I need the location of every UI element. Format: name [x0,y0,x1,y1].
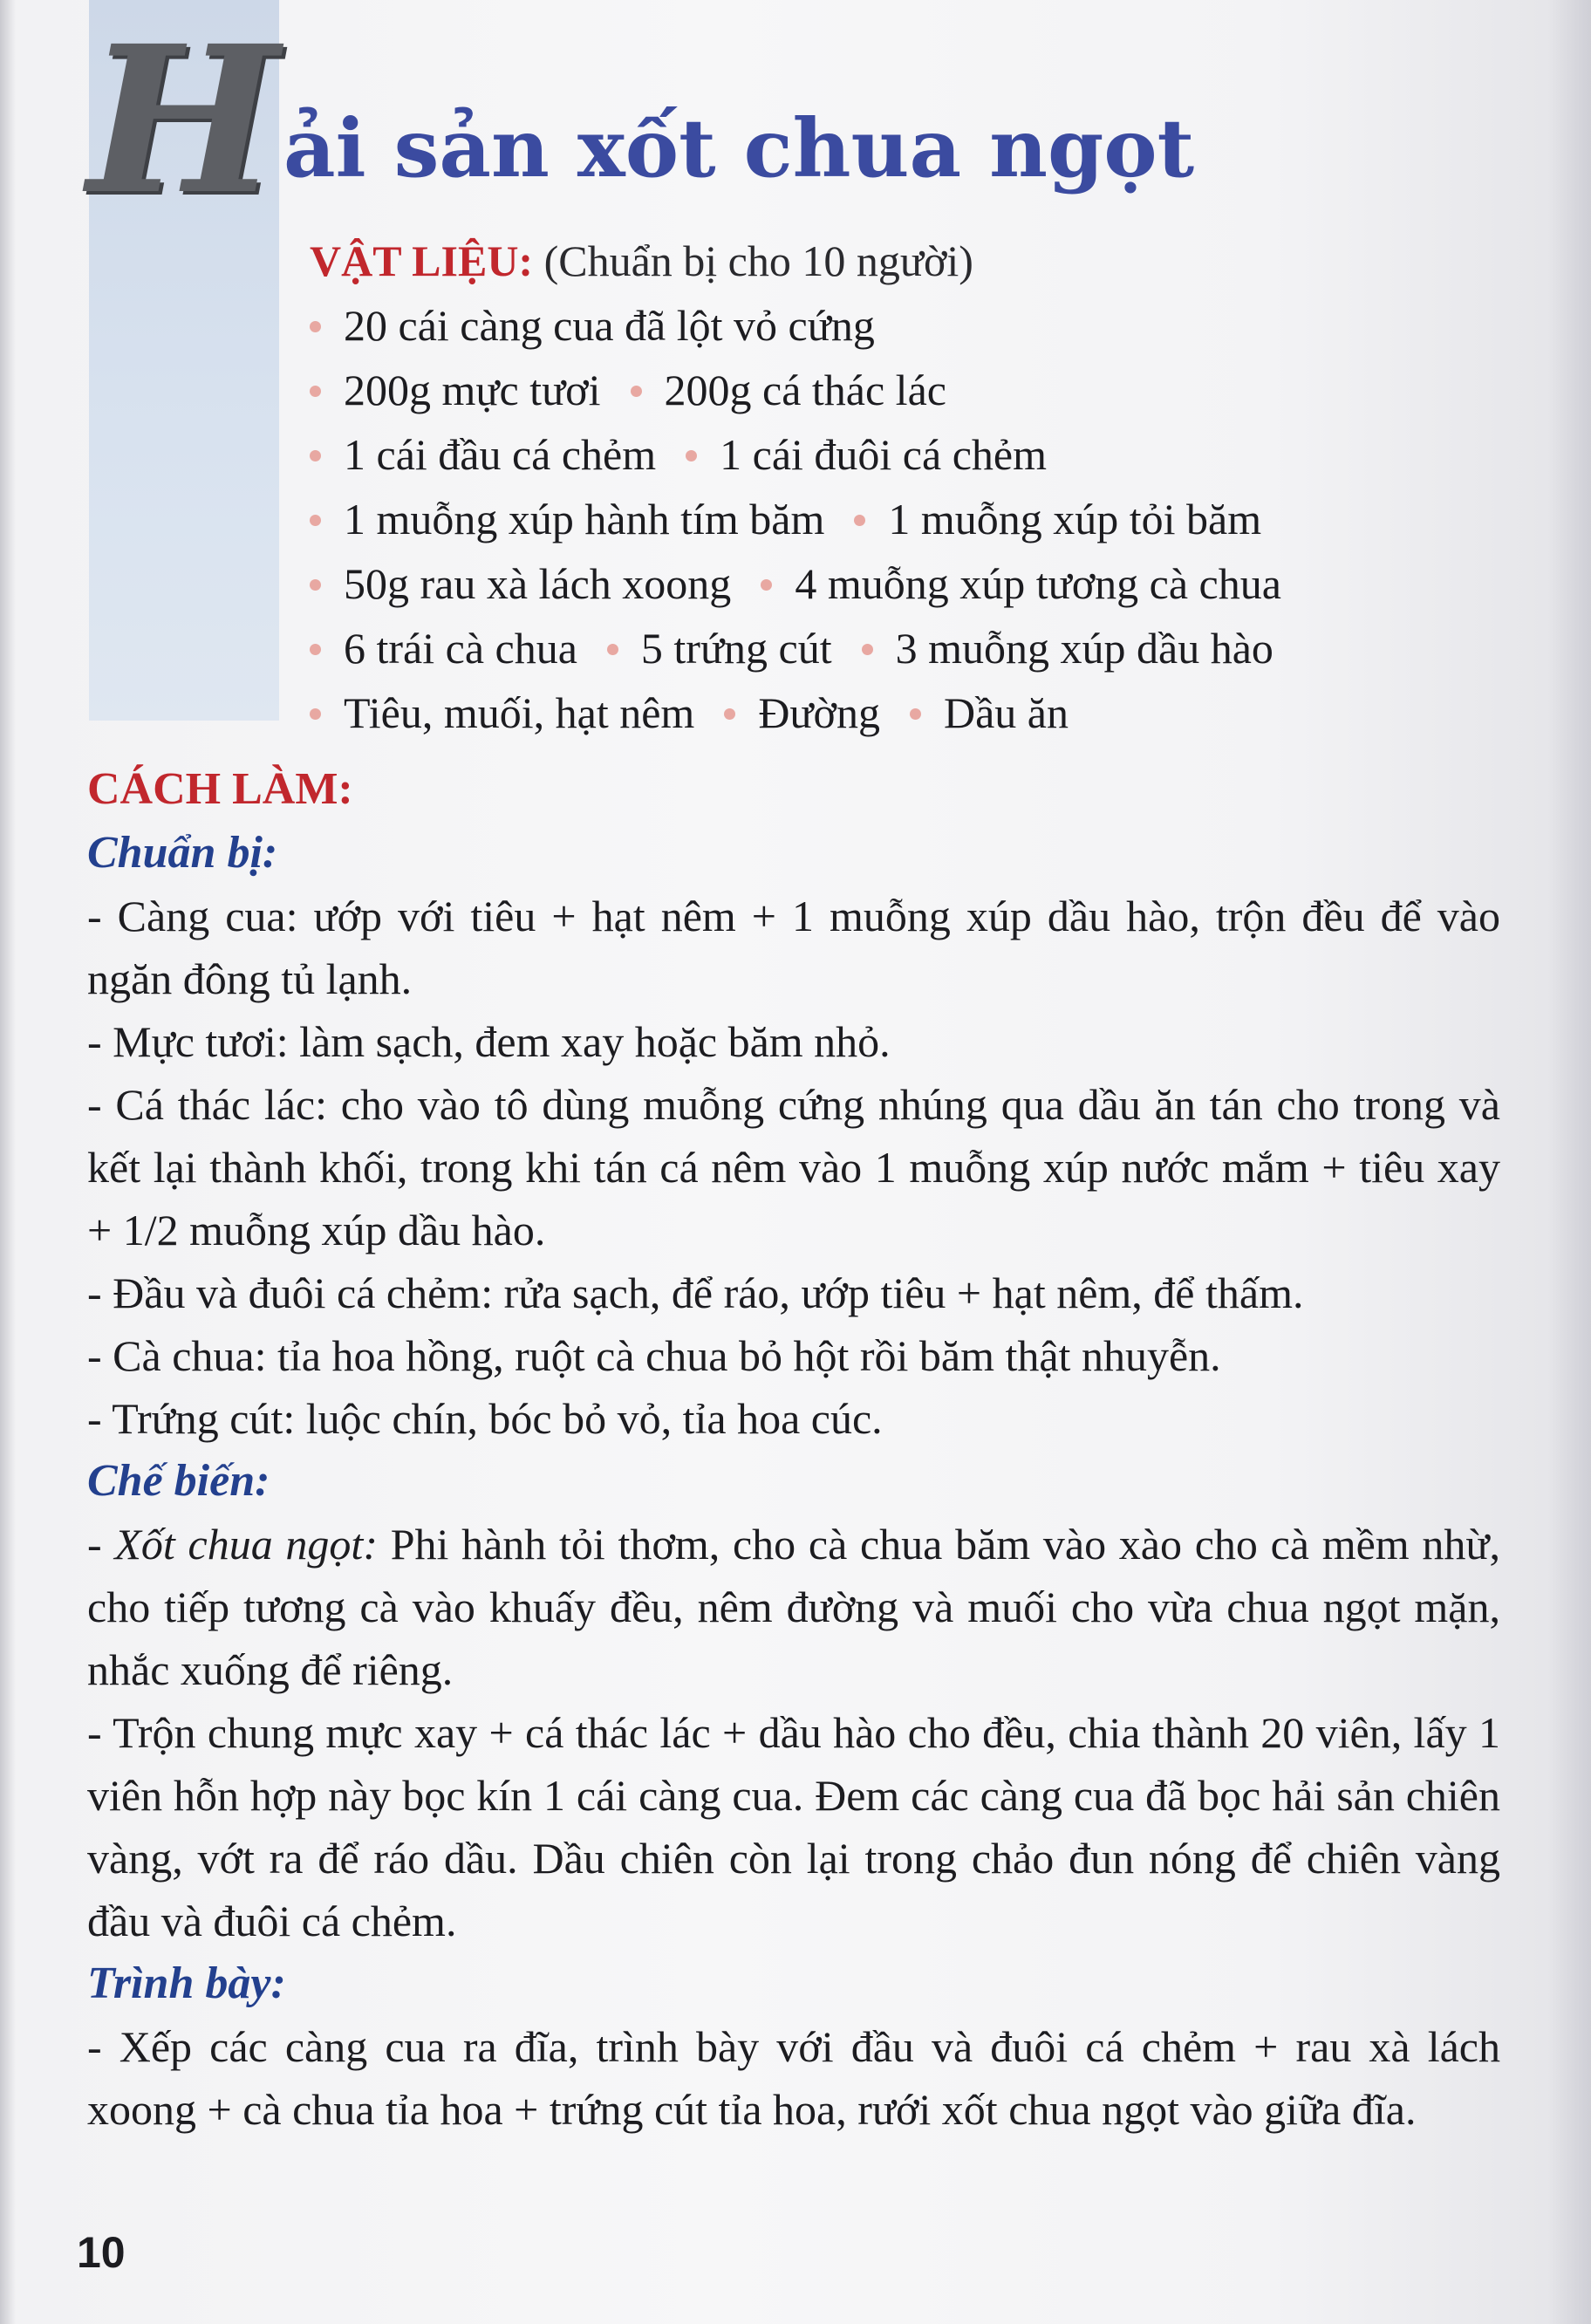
page-edge-shadow [1547,0,1591,2324]
sauce-lead: - Xốt chua ngọt: [87,1520,378,1569]
ingredient-item [310,487,824,551]
ingredients-label: VẬT LIỆU: [310,236,534,285]
bullet-dot-icon [310,386,321,397]
ingredient-item [310,293,875,358]
ingredient-item [910,680,1069,745]
ingredient-text: 1 cái đuôi cá chẻm [720,430,1047,479]
bullet-dot-icon [761,579,772,591]
ingredients-section [310,229,1513,745]
ingredient-text: 50g rau xà lách xoong [344,559,732,608]
ingredient-row [310,551,1513,616]
ingredient-item [631,358,946,422]
bullet-dot-icon [310,644,321,655]
ingredient-item [761,551,1281,616]
ingredient-row [310,487,1513,551]
bullet-dot-icon [724,708,735,720]
ingredient-text: Dầu ăn [943,688,1069,737]
ingredient-row [310,680,1513,745]
ingredient-row [310,358,1513,422]
present-step: - Xếp các càng cua ra đĩa, trình bày với đầu và đuôi cá chẻm + rau xà lách xoong + cà chua tỉa hoa + trứng cút tỉa hoa, rưới xốt chua ngọt vào giữa đĩa. [87,2022,1500,2134]
method-section [87,757,1500,2141]
ingredient-item [310,551,731,616]
prep-step: - Cá thác lác: cho vào tô dùng muỗng cứng nhúng qua dầu ăn tán cho trong và kết lại thành khối, trong khi tán cá nêm vào 1 muỗng xúp nước mắm + tiêu xay + 1/2 muỗng xúp dầu hào. [87,1080,1500,1254]
ingredient-text: 3 muỗng xúp dầu hào [895,624,1273,673]
prep-step: - Đầu và đuôi cá chẻm: rửa sạch, để ráo, ướp tiêu + hạt nêm, để thấm. [87,1268,1304,1317]
bullet-dot-icon [310,321,321,332]
prep-step: - Mực tươi: làm sạch, đem xay hoặc băm nhỏ. [87,1017,891,1066]
bullet-dot-icon [310,450,321,461]
ingredient-row [310,422,1513,487]
ingredient-item [310,422,656,487]
ingredient-text: 6 trái cà chua [344,624,577,673]
ingredient-item [607,616,832,680]
ingredient-row [310,293,1513,358]
ingredients-servings-note: (Chuẩn bị cho 10 người) [543,236,973,285]
ingredient-item [310,616,577,680]
prep-heading: Chuẩn bị: [87,828,278,878]
prep-step: - Càng cua: ướp với tiêu + hạt nêm + 1 muỗng xúp dầu hào, trộn đều để vào ngăn đông tủ lạnh. [87,892,1500,1003]
ingredient-text: 1 muỗng xúp tỏi băm [888,495,1262,543]
ingredient-text: 200g mực tươi [344,366,601,414]
method-title: CÁCH LÀM: [87,764,353,814]
recipe-title [87,1,1500,239]
prep-step: - Cà chua: tỉa hoa hồng, ruột cà chua bỏ hột rồi băm thật nhuyễn. [87,1331,1221,1380]
present-heading: Trình bày: [87,1958,286,2008]
ingredients-header [310,229,1513,293]
ingredient-item [686,422,1047,487]
cook-step: - Trộn chung mực xay + cá thác lác + dầu hào cho đều, chia thành 20 viên, lấy 1 viên hỗn hợp này bọc kín 1 cái càng cua. Đem các càng cua đã bọc hải sản chiên vàng, vớt ra để ráo dầu. Dầu chiên còn lại trong chảo đun nóng để chiên vàng đầu và đuôi cá chẻm. [87,1708,1500,1945]
ingredient-text: 5 trứng cút [640,624,832,673]
cook-heading: Chế biến: [87,1456,270,1506]
page-number: 10 [77,2228,126,2277]
bullet-dot-icon [862,644,873,655]
ingredient-text: 1 muỗng xúp hành tím băm [344,495,825,543]
ingredient-text: 1 cái đầu cá chẻm [344,430,657,479]
ingredient-text: Đường [758,688,880,737]
ingredient-text: Tiêu, muối, hạt nêm [344,688,695,737]
ingredients-list [310,293,1513,745]
bullet-dot-icon [631,386,642,397]
bullet-dot-icon [310,515,321,526]
bullet-dot-icon [310,708,321,720]
prep-step: - Trứng cút: luộc chín, bóc bỏ vỏ, tỉa hoa cúc. [87,1394,883,1443]
title-drop-cap: H [87,1,272,239]
ingredient-item [862,616,1273,680]
bullet-dot-icon [310,579,321,591]
page-gutter-shadow [0,0,16,2324]
ingredient-item [854,487,1261,551]
bullet-dot-icon [854,515,865,526]
sauce-text: Phi hành tỏi thơm, cho cà chua băm vào xào cho cà mềm nhừ, cho tiếp tương cà vào khuấy đều, nêm đường và muối cho vừa chua ngọt mặn, nhắc xuống để riêng. [87,1520,1501,1694]
ingredient-item [724,680,880,745]
ingredient-item [310,358,601,422]
ingredient-text: 20 cái càng cua đã lột vỏ cứng [344,301,875,350]
bullet-dot-icon [686,450,697,461]
ingredient-row [310,616,1513,680]
cook-step-sauce [87,1513,1500,1701]
ingredient-text: 200g cá thác lác [664,366,946,414]
ingredient-text: 4 muỗng xúp tương cà chua [795,559,1281,608]
title-text: ải sản xốt chua ngọt [283,101,1195,195]
ingredient-item [310,680,694,745]
bullet-dot-icon [910,708,921,720]
bullet-dot-icon [607,644,618,655]
